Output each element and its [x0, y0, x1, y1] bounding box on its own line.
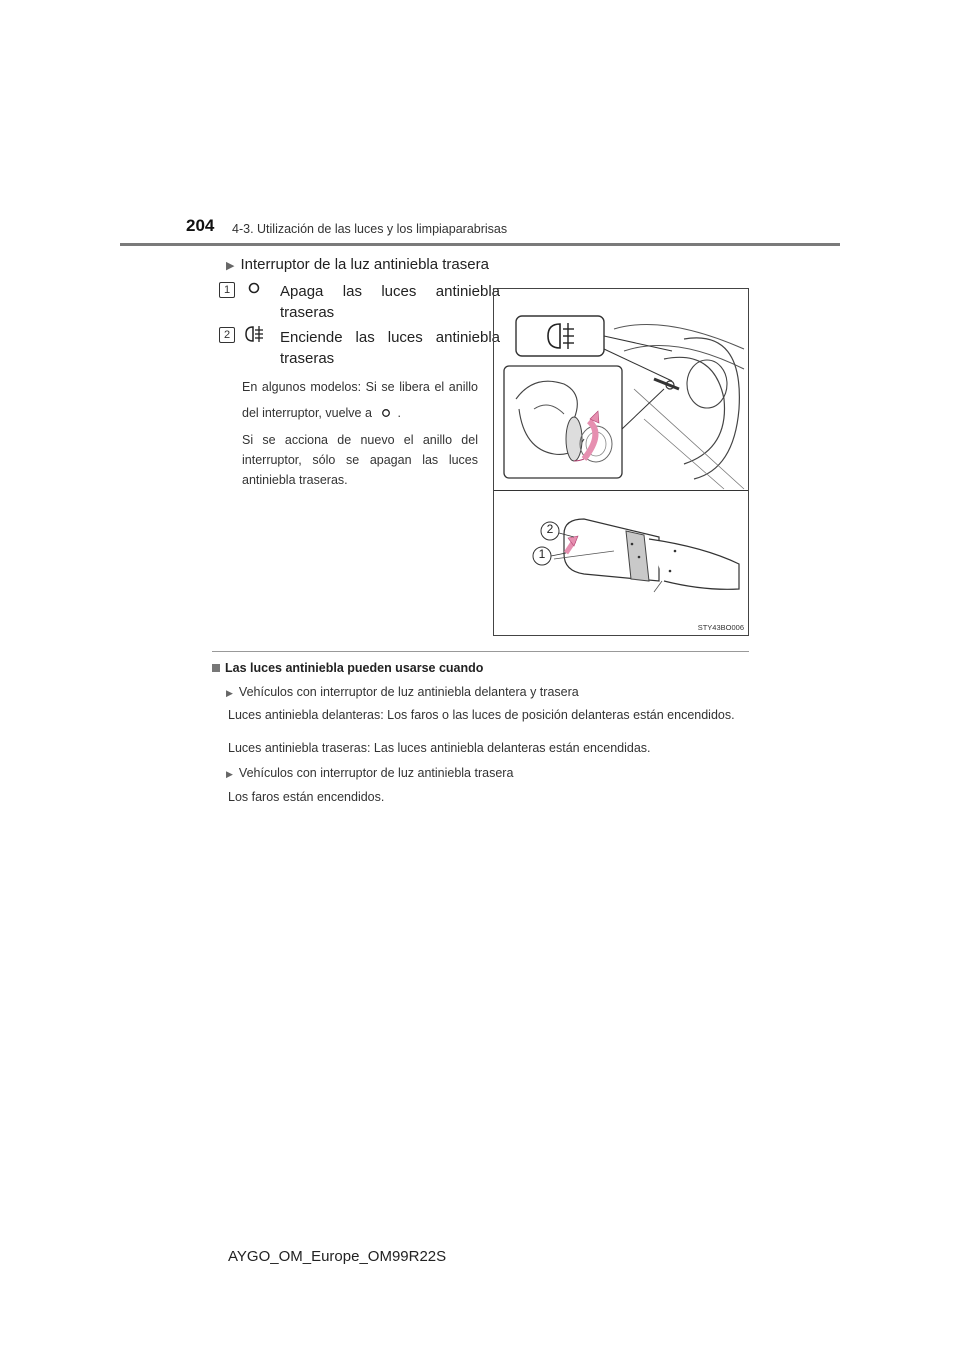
square-bullet-icon	[212, 664, 220, 672]
case-2-title-text: Vehículos con interruptor de luz antiniebla trasera	[238, 766, 514, 780]
triangle-bullet-icon: ▶	[226, 688, 233, 698]
note-1-text: En algunos modelos: Si se libera el anillo del interruptor, vuelve a	[242, 380, 478, 420]
case-2-title	[226, 765, 513, 782]
case-1-title	[226, 684, 579, 701]
figure-callout-2: 2	[546, 522, 554, 536]
case-1-title-text: Vehículos con interruptor de luz antiniebla delantera y trasera	[238, 685, 579, 699]
note-1-end: .	[397, 406, 401, 420]
triangle-bullet-icon: ▶	[226, 260, 235, 272]
item-number-2: 2	[219, 327, 235, 343]
triangle-bullet-icon: ▶	[226, 769, 233, 779]
header-divider	[120, 243, 840, 246]
rear-fog-lamp-icon	[243, 324, 267, 349]
item-1-text: Apaga las luces antiniebla traseras	[280, 283, 500, 321]
case-1-line-1: Luces antiniebla delanteras: Los faros o las luces de posición delanteras están encendidos.	[228, 708, 735, 722]
section-heading-text: Las luces antiniebla pueden usarse cuando	[225, 661, 484, 675]
off-circle-icon	[381, 401, 391, 427]
document-id: AYGO_OM_Europe_OM99R22S	[228, 1248, 447, 1265]
section-title: 4-3. Utilización de las luces y los limpiaparabrisas	[232, 222, 508, 236]
off-circle-icon	[247, 281, 261, 300]
note-ring-again: Si se acciona de nuevo el anillo del interruptor, sólo se apagan las luces antiniebla traseras.	[242, 433, 478, 487]
section-heading	[212, 661, 483, 675]
subsection-title	[226, 256, 489, 273]
item-number-1: 1	[219, 282, 235, 298]
subsection-title-text: Interruptor de la luz antiniebla trasera	[240, 256, 489, 273]
lever-illustration	[494, 289, 748, 635]
case-2-body: Los faros están encendidos.	[228, 790, 385, 804]
illustration-figure	[493, 288, 749, 636]
figure-divider	[494, 490, 748, 491]
item-2-text: Enciende las luces antiniebla traseras	[280, 329, 500, 367]
page-number: 204	[186, 216, 215, 235]
figure-callout-1: 1	[538, 547, 546, 561]
case-1-line-2: Luces antiniebla traseras: Las luces antiniebla delanteras están encendidas.	[228, 741, 651, 755]
section-divider	[212, 651, 749, 652]
note-release-ring	[242, 374, 478, 427]
figure-code: STY43BO006	[697, 623, 744, 632]
